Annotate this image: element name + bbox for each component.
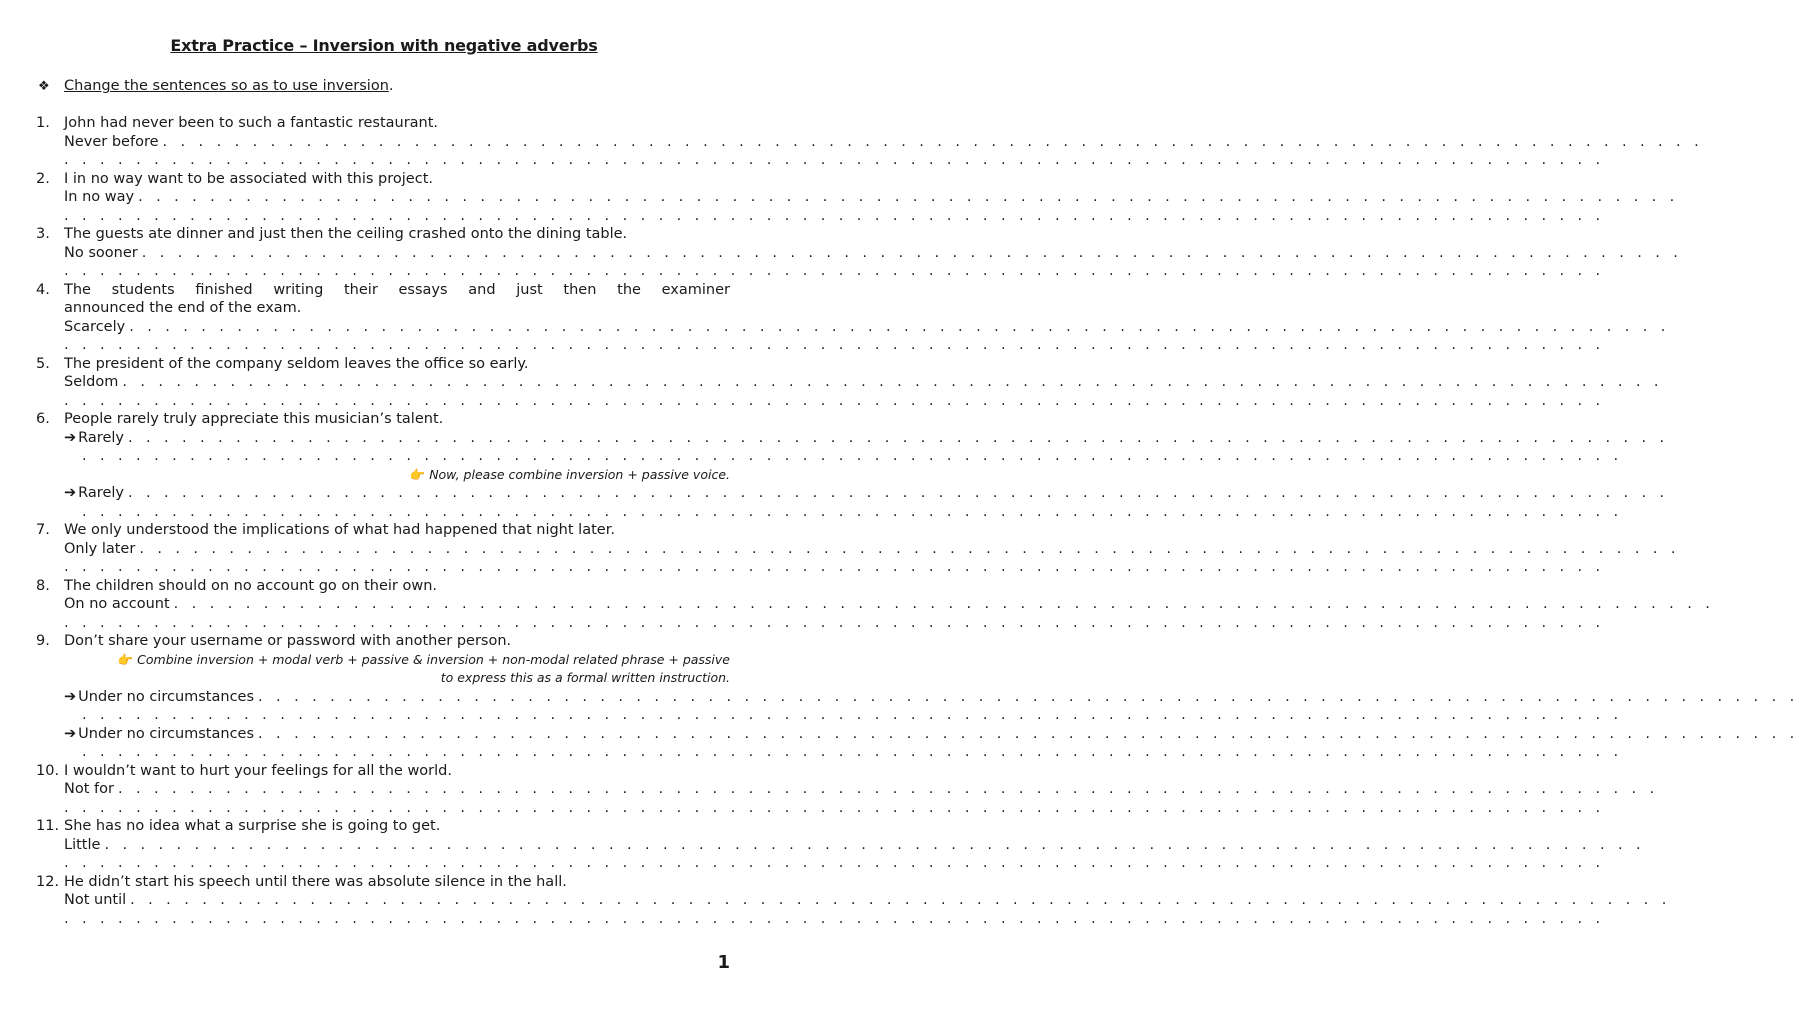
exercise-list (0, 114, 1799, 928)
instruction (38, 78, 394, 94)
exercise-item-11 (0, 817, 1645, 873)
item-sentence: We only understood the implications of what had happened that night later. (64, 522, 615, 538)
answer-continuation[interactable] (64, 799, 1605, 818)
dotted-answer-space: . . . . . . . . . . . . . . . . . . . . . . . . . . . . . . . . . . . . . . . . . . . . . . . . . . . . . . . . . . . . . . . . . . . . . . . . . . . . . . . . . . . . . . (64, 614, 1605, 631)
arrow-right-icon: ➔ (64, 485, 77, 501)
item-number: 9. (36, 633, 50, 649)
dotted-answer-space: . . . . . . . . . . . . . . . . . . . . . . . . . . . . . . . . . . . . . . . . . . . . . . . . . . . . . . . . . . . . . . . . . . . . . . . . . . . . . . . . . . . . . . (64, 152, 1605, 168)
exercise-item-6 (0, 410, 1669, 521)
dotted-answer-space: . . . . . . . . . . . . . . . . . . . . . . . . . . . . . . . . . . . . . . . . . . . . . . . . . . . . . . . . . . . . . . . . . . . . . . . . . . . . . . . . . . . . . . (127, 429, 1669, 446)
pointing-hand-icon: 👉 (117, 651, 134, 667)
pointing-hand-icon: 👉 (409, 466, 426, 482)
answer-lead: In no way (64, 189, 135, 205)
answer-continuation[interactable] (64, 336, 1605, 355)
answer-continuation[interactable] (82, 706, 1623, 725)
answer-continuation[interactable] (82, 743, 1623, 762)
arrow-right-icon: ➔ (64, 429, 77, 446)
answer-line[interactable] (64, 836, 1645, 855)
item-number: 7. (36, 522, 50, 538)
item-sentence: The children should on no account go on their own. (64, 577, 438, 594)
exercise-item-4 (0, 281, 1670, 355)
dotted-answer-space: . . . . . . . . . . . . . . . . . . . . . . . . . . . . . . . . . . . . . . . . . . . . . . . . . . . . . . . . . . . . . . . . . . . . . . . . . . . . . . . . . . . . . . (64, 559, 1605, 575)
answer-line[interactable] (64, 318, 1670, 337)
answer-lead: Never before (64, 133, 159, 150)
dotted-answer-space: . . . . . . . . . . . . . . . . . . . . . . . . . . . . . . . . . . . . . . . . . . . . . . . . . . . . . . . . . . . . . . . . . . . . . . . . . . . . . . . . . . . . . . (64, 855, 1605, 871)
item-sentence: I wouldn’t want to hurt your feelings for all the world. (64, 762, 452, 779)
answer-lead: Not until (64, 892, 127, 908)
item-sentence: I in no way want to be associated with this project. (64, 170, 433, 187)
item-sentence: Don’t share your username or password with another person. (64, 633, 512, 649)
exercise-item-9 (0, 632, 1799, 762)
dotted-answer-space: . . . . . . . . . . . . . . . . . . . . . . . . . . . . . . . . . . . . . . . . . . . . . . . . . . . . . . . . . . . . . . . . . . . . . . . . . . . . . . . . . . . . . . (130, 892, 1671, 908)
answer-lead: Rarely (78, 485, 124, 501)
dotted-answer-space: . . . . . . . . . . . . . . . . . . . . . . . . . . . . . . . . . . . . . . . . . . . . . . . . . . . . . . . . . . . . . . . . . . . . . . . . . . . . . . . . . . . . . . (64, 207, 1605, 224)
dotted-answer-space: . . . . . . . . . . . . . . . . . . . . . . . . . . . . . . . . . . . . . . . . . . . . . . . . . . . . . . . . . . . . . . . . . . . . . . . . . . . . . . . . . . . . . . (64, 337, 1605, 353)
exercise-item-12 (0, 873, 1671, 929)
answer-continuation[interactable] (82, 447, 1623, 466)
answer-line[interactable] (64, 688, 1799, 707)
dotted-answer-space: . . . . . . . . . . . . . . . . . . . . . . . . . . . . . . . . . . . . . . . . . . . . . . . . . . . . . . . . . . . . . . . . . . . . . . . . . . . . . . . . . . . . . . (129, 318, 1670, 335)
item-sentence: He didn’t start his speech until there was absolute silence in the hall. (64, 873, 567, 890)
answer-continuation[interactable] (82, 503, 1623, 522)
answer-line[interactable] (64, 244, 1683, 263)
answer-continuation[interactable] (64, 151, 1605, 170)
item-number: 8. (36, 577, 50, 594)
item-sentence: The president of the company seldom leaves the office so early. (64, 355, 529, 372)
exercise-item-8 (0, 577, 1715, 633)
dotted-answer-space: . . . . . . . . . . . . . . . . . . . . . . . . . . . . . . . . . . . . . . . . . . . . . . . . . . . . . . . . . . . . . . . . . . . . . . . . . . . . . . . . . . . . . . (82, 744, 1623, 760)
answer-line[interactable] (64, 373, 1663, 392)
dotted-answer-space: . . . . . . . . . . . . . . . . . . . . . . . . . . . . . . . . . . . . . . . . . . . . . . . . . . . . . . . . . . . . . . . . . . . . . . . . . . . . . . . . . . . . . . (173, 596, 1715, 612)
dotted-answer-space: . . . . . . . . . . . . . . . . . . . . . . . . . . . . . . . . . . . . . . . . . . . . . . . . . . . . . . . . . . . . . . . . . . . . . . . . . . . . . . . . . . . . . . (141, 244, 1683, 261)
answer-continuation[interactable] (64, 910, 1605, 929)
item-sentence: John had never been to such a fantastic restaurant. (64, 115, 439, 131)
item-number: 4. (36, 281, 50, 298)
answer-line-2[interactable] (64, 725, 1799, 744)
answer-lead: Under no circumstances (78, 688, 255, 705)
answer-continuation[interactable] (64, 854, 1605, 873)
hint-text-line2: to express this as a formal written instruction. (440, 670, 730, 685)
page-number: 1 (717, 952, 730, 973)
dotted-answer-space: . . . . . . . . . . . . . . . . . . . . . . . . . . . . . . . . . . . . . . . . . . . . . . . . . . . . . . . . . . . . . . . . . . . . . . . . . . . . . . . . . . . . . . (64, 263, 1605, 279)
answer-continuation[interactable] (64, 392, 1605, 411)
answer-line[interactable] (64, 595, 1715, 614)
exercise-item-10 (0, 762, 1659, 818)
dotted-answer-space: . . . . . . . . . . . . . . . . . . . . . . . . . . . . . . . . . . . . . . . . . . . . . . . . . . . . . . . . . . . . . . . . . . . . . . . . . . . . . . . . . . . . . . (138, 189, 1679, 205)
dotted-answer-space: . . . . . . . . . . . . . . . . . . . . . . . . . . . . . . . . . . . . . . . . . . . . . . . . . . . . . . . . . . . . . . . . . . . . . . . . . . . . . . . . . . . . . . (64, 910, 1605, 927)
dotted-answer-space: . . . . . . . . . . . . . . . . . . . . . . . . . . . . . . . . . . . . . . . . . . . . . . . . . . . . . . . . . . . . . . . . . . . . . . . . . . . . . . . . . . . . . . (117, 781, 1659, 797)
exercise-item-3 (0, 225, 1683, 281)
dotted-answer-space: . . . . . . . . . . . . . . . . . . . . . . . . . . . . . . . . . . . . . . . . . . . . . . . . . . . . . . . . . . . . . . . . . . . . . . . . . . . . . . . . . . . . . . (258, 725, 1799, 742)
item-number: 10. (36, 762, 60, 779)
answer-lead: No sooner (64, 244, 138, 261)
answer-lead: Scarcely (64, 318, 126, 335)
answer-continuation[interactable] (64, 262, 1605, 281)
item-number: 11. (36, 818, 60, 834)
answer-lead: Rarely (78, 429, 124, 446)
item-sentence: She has no idea what a surprise she is going to get. (64, 818, 441, 834)
answer-lead: Under no circumstances (78, 725, 255, 742)
answer-line[interactable] (64, 429, 1669, 448)
answer-line[interactable] (64, 540, 1680, 559)
dotted-answer-space: . . . . . . . . . . . . . . . . . . . . . . . . . . . . . . . . . . . . . . . . . . . . . . . . . . . . . . . . . . . . . . . . . . . . . . . . . . . . . . . . . . . . . . (64, 799, 1605, 816)
item-sentence: The guests ate dinner and just then the ceiling crashed onto the dining table. (64, 226, 628, 242)
dotted-answer-space: . . . . . . . . . . . . . . . . . . . . . . . . . . . . . . . . . . . . . . . . . . . . . . . . . . . . . . . . . . . . . . . . . . . . . . . . . . . . . . . . . . . . . . (122, 374, 1663, 390)
page-title: Extra Practice – Inversion with negative adverbs (170, 36, 598, 55)
dotted-answer-space: . . . . . . . . . . . . . . . . . . . . . . . . . . . . . . . . . . . . . . . . . . . . . . . . . . . . . . . . . . . . . . . . . . . . . . . . . . . . . . . . . . . . . . (82, 707, 1623, 723)
arrow-right-icon: ➔ (64, 688, 77, 705)
exercise-item-7 (0, 521, 1680, 577)
answer-line[interactable] (64, 188, 1679, 207)
dotted-answer-space: . . . . . . . . . . . . . . . . . . . . . . . . . . . . . . . . . . . . . . . . . . . . . . . . . . . . . . . . . . . . . . . . . . . . . . . . . . . . . . . . . . . . . . (82, 503, 1623, 520)
instruction-text: Change the sentences so as to use inversion (64, 78, 389, 94)
answer-line[interactable] (64, 891, 1671, 910)
instruction-period: . (388, 78, 394, 94)
item-number: 6. (36, 411, 50, 427)
answer-line[interactable] (64, 133, 1704, 152)
item-number: 2. (36, 170, 50, 187)
item-number: 5. (36, 355, 50, 372)
dotted-answer-space: . . . . . . . . . . . . . . . . . . . . . . . . . . . . . . . . . . . . . . . . . . . . . . . . . . . . . . . . . . . . . . . . . . . . . . . . . . . . . . . . . . . . . . (258, 688, 1799, 705)
item-number: 12. (36, 873, 60, 890)
answer-continuation[interactable] (64, 207, 1605, 226)
item-number: 1. (36, 115, 50, 131)
exercise-item-2 (0, 170, 1679, 226)
answer-lead: Not for (64, 781, 114, 797)
answer-continuation[interactable] (64, 558, 1605, 577)
exercise-item-5 (0, 355, 1663, 411)
hint-note (410, 466, 730, 485)
dotted-answer-space: . . . . . . . . . . . . . . . . . . . . . . . . . . . . . . . . . . . . . . . . . . . . . . . . . . . . . . . . . . . . . . . . . . . . . . . . . . . . . . . . . . . . . . (82, 448, 1623, 464)
answer-lead: Seldom (64, 374, 119, 390)
answer-lead: On no account (64, 596, 170, 612)
dotted-answer-space: . . . . . . . . . . . . . . . . . . . . . . . . . . . . . . . . . . . . . . . . . . . . . . . . . . . . . . . . . . . . . . . . . . . . . . . . . . . . . . . . . . . . . . (104, 836, 1645, 853)
answer-continuation[interactable] (64, 614, 1605, 633)
hint-text-line1: Combine inversion + modal verb + passive & inversion + non-modal related phrase + passive (137, 651, 730, 667)
diamond-bullet-icon: ❖ (38, 79, 50, 94)
arrow-right-icon: ➔ (64, 725, 77, 742)
exercise-item-1 (0, 114, 1704, 170)
dotted-answer-space: . . . . . . . . . . . . . . . . . . . . . . . . . . . . . . . . . . . . . . . . . . . . . . . . . . . . . . . . . . . . . . . . . . . . . . . . . . . . . . . . . . . . . . (64, 392, 1605, 409)
item-sentence-line2: announced the end of the exam. (64, 300, 302, 316)
item-sentence: People rarely truly appreciate this musician’s talent. (64, 411, 444, 427)
answer-lead: Little (64, 836, 101, 853)
answer-line[interactable] (64, 780, 1659, 799)
dotted-answer-space: . . . . . . . . . . . . . . . . . . . . . . . . . . . . . . . . . . . . . . . . . . . . . . . . . . . . . . . . . . . . . . . . . . . . . . . . . . . . . . . . . . . . . . (127, 485, 1669, 501)
answer-line-2[interactable] (64, 484, 1669, 503)
dotted-answer-space: . . . . . . . . . . . . . . . . . . . . . . . . . . . . . . . . . . . . . . . . . . . . . . . . . . . . . . . . . . . . . . . . . . . . . . . . . . . . . . . . . . . . . . (162, 133, 1704, 150)
item-sentence-line1: The students finished writing their essays and just then the examiner (64, 281, 730, 298)
hint-text: Now, please combine inversion + passive voice. (429, 466, 730, 482)
hint-note (118, 651, 730, 670)
dotted-answer-space: . . . . . . . . . . . . . . . . . . . . . . . . . . . . . . . . . . . . . . . . . . . . . . . . . . . . . . . . . . . . . . . . . . . . . . . . . . . . . . . . . . . . . . (139, 540, 1680, 557)
item-number: 3. (36, 226, 50, 242)
answer-lead: Only later (64, 540, 136, 557)
